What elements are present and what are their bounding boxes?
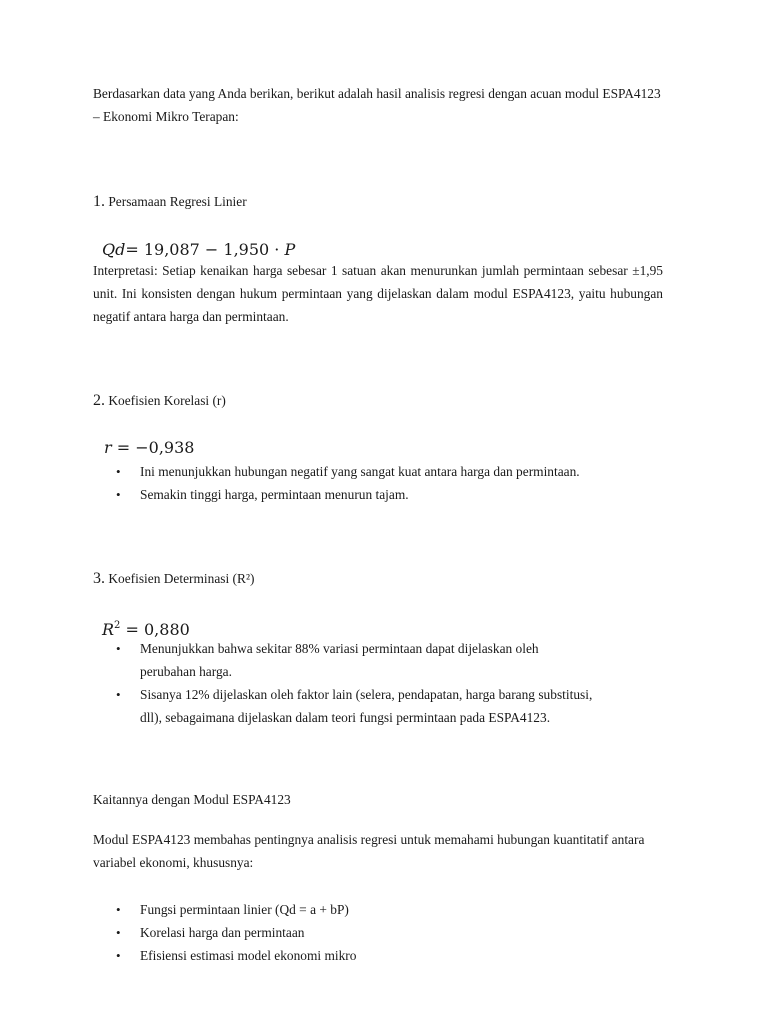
formula-rhs: = 0,880	[120, 620, 190, 639]
section-2-number: 2.	[93, 392, 105, 409]
section-1-title: Persamaan Regresi Linier	[108, 194, 247, 209]
section-4-bullets	[93, 898, 653, 967]
list-item: • Efisiensi estimasi model ekonomi mikro	[93, 944, 653, 967]
formula-rhs: = −0,938	[111, 438, 195, 457]
section-3-bullets	[93, 637, 613, 729]
formula-lhs: r	[104, 438, 112, 457]
regression-equation	[102, 240, 295, 260]
formula-var: P	[284, 240, 296, 259]
list-item: • Fungsi permintaan linier (Qd = a + bP)	[93, 898, 653, 921]
list-item: • Korelasi harga dan permintaan	[93, 921, 653, 944]
intro-paragraph: Berdasarkan data yang Anda berikan, berikut adalah hasil analisis regresi dengan acuan modul ESPA4123 – Ekonomi Mikro Terapan:	[93, 86, 661, 124]
section-3-number: 3.	[93, 570, 105, 587]
interpretation-paragraph: Interpretasi: Setiap kenaikan harga sebesar 1 satuan akan menurunkan jumlah permintaan sebesar ±1,95 unit. Ini konsisten dengan hukum permintaan yang dijelaskan dalam modul ESPA4123, yaitu hubungan negatif antara harga dan permintaan.	[93, 263, 663, 324]
section-3-heading	[93, 569, 254, 589]
list-item: • Ini menunjukkan hubungan negatif yang sangat kuat antara harga dan permintaan.	[93, 460, 653, 483]
list-item: • Menunjukkan bahwa sekitar 88% variasi permintaan dapat dijelaskan oleh perubahan harga.	[93, 637, 580, 683]
module-paragraph: Modul ESPA4123 membahas pentingnya analisis regresi untuk memahami hubungan kuantitatif antara variabel ekonomi, khususnya:	[93, 832, 645, 870]
section-2-bullets	[93, 460, 653, 506]
list-item: • Semakin tinggi harga, permintaan menurun tajam.	[93, 483, 653, 506]
section-2-heading	[93, 391, 226, 411]
section-1-number: 1.	[93, 193, 105, 210]
section-2-title: Koefisien Korelasi (r)	[108, 393, 226, 408]
correlation-formula	[104, 438, 194, 458]
formula-sup: 2	[114, 620, 121, 631]
formula-lhs: R	[102, 620, 115, 639]
section-4-heading	[93, 790, 291, 810]
section-3-title: Koefisien Determinasi (R²)	[108, 571, 255, 586]
section-4-title: Kaitannya dengan Modul ESPA4123	[93, 792, 291, 807]
section-1-heading	[93, 192, 247, 212]
formula-lhs: Qd	[102, 240, 126, 259]
formula-rhs: = 19,087 − 1,950 ·	[125, 240, 285, 259]
list-item: • Sisanya 12% dijelaskan oleh faktor lain (selera, pendapatan, harga barang substitusi, dll), sebagaimana dijelaskan dalam teori fungsi permintaan pada ESPA4123.	[93, 683, 613, 729]
